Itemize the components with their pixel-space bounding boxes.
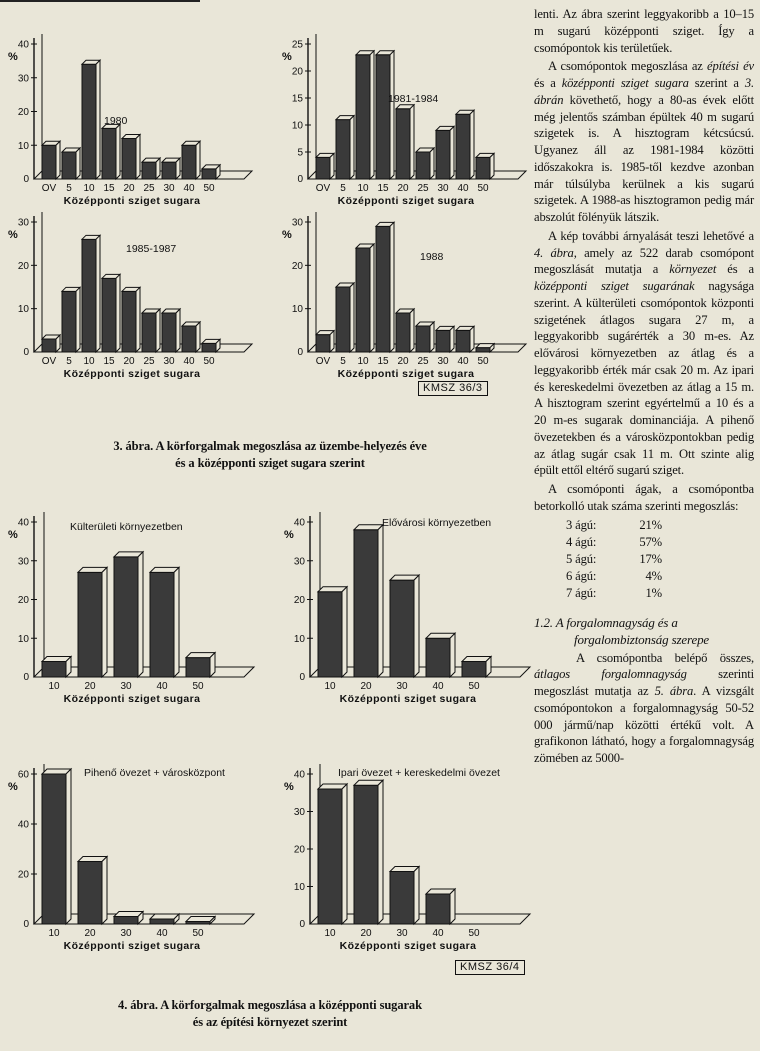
x-tick-label: 20	[360, 681, 372, 692]
y-tick-label: 0	[297, 174, 303, 185]
x-axis-label: Középponti sziget sugara	[337, 368, 475, 380]
p2-em-1: 4. ábra	[534, 245, 574, 260]
table-row	[566, 585, 662, 602]
bar-side	[414, 867, 419, 925]
bar-side	[330, 153, 334, 179]
y-tick-label: 20	[291, 260, 303, 272]
y-tick-label: 10	[291, 304, 303, 316]
bar	[456, 330, 470, 352]
branch-value: 21%	[639, 517, 662, 532]
x-tick-label: 40	[457, 183, 469, 194]
bar-side	[350, 116, 354, 179]
bar	[62, 152, 76, 179]
table-row	[566, 551, 662, 568]
figure4-caption-line2: és az építési környezet szerint	[192, 1015, 348, 1029]
x-tick-label: 30	[396, 681, 408, 692]
bar	[476, 157, 490, 179]
y-tick-label: 20	[293, 844, 305, 856]
bar	[82, 64, 96, 179]
x-tick-label: 5	[66, 356, 72, 367]
x-tick-label: 10	[48, 928, 60, 939]
bar	[82, 239, 96, 352]
p1-text-a: A csomópontok megoszlása az	[548, 59, 708, 74]
x-tick-label: 10	[324, 681, 336, 692]
chart-title: 1981-1984	[388, 93, 439, 105]
p2-em-3: középponti sziget sugarának	[534, 279, 695, 293]
x-tick-label: 50	[203, 183, 215, 194]
p2-em-2: környezet	[669, 262, 717, 277]
p1-em-2: középponti sziget sugara	[561, 76, 689, 90]
y-axis-label: %	[8, 529, 18, 541]
x-tick-label: 15	[103, 356, 115, 367]
y-tick-label: 30	[17, 556, 29, 568]
paragraph-2	[534, 228, 754, 479]
bar	[396, 313, 410, 352]
x-tick-label: 10	[48, 681, 60, 692]
branch-value: 1%	[645, 585, 662, 600]
p2-text-a: A kép további árnyalását teszi lehetővé a	[548, 228, 754, 243]
bar-side	[390, 222, 394, 352]
x-tick-label: 50	[192, 928, 204, 939]
y-tick-label: 40	[17, 39, 29, 51]
y-tick-label: 40	[17, 819, 29, 831]
y-tick-label: 0	[297, 347, 303, 358]
branch-key: 7 ágú:	[566, 585, 597, 600]
x-tick-label: 50	[203, 356, 215, 367]
x-tick-label: 50	[468, 681, 480, 692]
bar	[336, 120, 350, 179]
x-tick-label: 50	[192, 681, 204, 692]
x-tick-label: 15	[377, 183, 389, 194]
bar-side	[410, 105, 414, 179]
bar	[150, 919, 174, 924]
bar	[356, 55, 370, 179]
p1-text-d: követhető, hogy a 80-as évek előtt még jelentős számban épültek 40 m sugarú szigetek is. A hisztogram kétcsúcsú. Ugyanez áll az 1981-1984 közötti időszakokra is. 1985-től kezdve azonban már túlsúlyba kerülnek a kis sugarú szigetek. A 1988-as hisztogramon pedig már abszolút fölényük látszik.	[534, 92, 754, 224]
chart-title: 1988	[420, 251, 444, 263]
y-tick-label: 30	[293, 556, 305, 568]
chart-elovarosi	[276, 508, 526, 713]
x-tick-label: 15	[103, 183, 115, 194]
chart-svg	[274, 30, 524, 215]
bar	[78, 572, 102, 677]
x-tick-label: 50	[477, 356, 489, 367]
x-tick-label: 20	[397, 356, 409, 367]
x-tick-label: 20	[397, 183, 409, 194]
figure4-caption	[40, 997, 500, 1031]
x-axis-label: Középponti sziget sugara	[339, 940, 477, 952]
bar-side	[450, 126, 454, 179]
paragraph-3: A csomóponti ágak, a csomópontba betorkolló utak száma szerinti megoszlás:	[534, 482, 754, 513]
y-tick-label: 15	[291, 93, 303, 105]
bar-side	[378, 525, 383, 677]
section-heading	[534, 614, 754, 648]
chart-ipari	[276, 760, 526, 960]
bar-side	[342, 587, 347, 677]
bar	[356, 248, 370, 352]
bar-side	[102, 857, 107, 925]
x-tick-label: 20	[123, 356, 135, 367]
bar-side	[102, 567, 107, 677]
bar-side	[76, 148, 80, 179]
y-tick-label: 20	[17, 260, 29, 272]
y-axis-label: %	[8, 51, 18, 63]
bar	[42, 774, 66, 924]
p1-text-b: és a	[534, 76, 562, 90]
figure3-caption	[40, 438, 500, 472]
y-tick-label: 40	[293, 769, 305, 781]
body-text-column	[534, 6, 754, 767]
x-tick-label: OV	[315, 183, 331, 194]
x-tick-label: 10	[357, 183, 369, 194]
x-tick-label: 40	[183, 356, 195, 367]
bar-side	[490, 153, 494, 179]
bar	[142, 313, 156, 352]
y-tick-label: 10	[293, 882, 305, 893]
bar-side	[96, 235, 100, 352]
bar-side	[350, 283, 354, 352]
bar-side	[390, 51, 394, 179]
paragraph-4	[534, 650, 754, 767]
bar	[416, 326, 430, 352]
bar	[376, 226, 390, 352]
y-axis-label: %	[8, 229, 18, 241]
chart-svg	[276, 508, 526, 713]
bar	[186, 658, 210, 677]
bar	[390, 872, 414, 925]
x-tick-label: 20	[123, 183, 135, 194]
x-tick-label: 10	[357, 356, 369, 367]
bar-side	[76, 287, 80, 352]
x-axis-label: Középponti sziget sugara	[63, 195, 201, 207]
bar-side	[66, 769, 71, 924]
chart-title: Elővárosi környezetben	[382, 517, 492, 529]
y-tick-label: 0	[23, 174, 29, 185]
y-tick-label: 40	[17, 517, 29, 529]
bar-side	[176, 158, 180, 179]
chart-svg	[274, 208, 524, 388]
y-axis-label: %	[282, 51, 292, 63]
bar	[456, 114, 470, 179]
bar	[436, 330, 450, 352]
bar-side	[370, 51, 374, 179]
figure4-stamp: KMSZ 36/4	[455, 960, 525, 975]
bar	[78, 862, 102, 925]
x-tick-label: 15	[377, 356, 389, 367]
x-tick-label: 25	[143, 356, 155, 367]
bar-side	[196, 322, 200, 352]
bar-side	[56, 141, 60, 179]
x-tick-label: 5	[340, 356, 346, 367]
p1-em-3: 3. ábrán	[534, 76, 754, 107]
chart-svg	[0, 208, 260, 388]
bar-side	[210, 653, 215, 677]
x-tick-label: 20	[84, 928, 96, 939]
branch-key: 3 ágú:	[566, 517, 597, 532]
bar	[42, 662, 66, 678]
p4-em-1: átlagos forgalomnagyság	[534, 667, 687, 682]
figure4-caption-line1: 4. ábra. A körforgalmak megoszlása a középponti sugarak	[118, 998, 422, 1012]
chart-title: Pihenő övezet + városközpont	[84, 767, 225, 779]
y-tick-label: 0	[299, 919, 305, 930]
bar-side	[136, 287, 140, 352]
x-tick-label: 30	[120, 681, 132, 692]
chart-title: Ipari övezet + kereskedelmi övezet	[338, 767, 500, 779]
x-tick-label: 10	[83, 356, 95, 367]
chart-1981-1984	[274, 30, 524, 215]
chart-1985-1987	[0, 208, 260, 388]
bar-side	[342, 784, 347, 924]
bar	[318, 789, 342, 924]
bar	[202, 343, 216, 352]
x-tick-label: 25	[417, 356, 429, 367]
bar	[122, 291, 136, 352]
p1-text-c: szerint a	[688, 76, 745, 90]
bar-side	[370, 244, 374, 352]
bar	[150, 572, 174, 677]
table-row	[566, 534, 662, 551]
y-axis-label: %	[8, 781, 18, 793]
x-tick-label: 40	[183, 183, 195, 194]
x-tick-label: 40	[457, 356, 469, 367]
y-tick-label: 10	[17, 633, 29, 645]
bar	[316, 335, 330, 352]
x-tick-label: 40	[432, 681, 444, 692]
x-tick-label: 5	[66, 183, 72, 194]
x-tick-label: 30	[437, 183, 449, 194]
bar	[436, 130, 450, 179]
bar	[42, 339, 56, 352]
x-tick-label: 50	[477, 183, 489, 194]
section-heading-line1: 1.2. A forgalomnagyság és a	[534, 614, 678, 630]
x-tick-label: OV	[315, 356, 331, 367]
bar-side	[430, 322, 434, 352]
branch-value: 57%	[639, 534, 662, 549]
y-tick-label: 10	[291, 120, 303, 132]
x-tick-label: OV	[41, 183, 57, 194]
bar	[426, 894, 450, 924]
bar-side	[196, 141, 200, 179]
bar	[202, 169, 216, 179]
bar-side	[156, 309, 160, 352]
figure3-caption-line2: és a középponti sziget sugara szerint	[175, 456, 365, 470]
bar	[142, 162, 156, 179]
x-tick-label: 5	[340, 183, 346, 194]
y-tick-label: 60	[17, 769, 29, 781]
bar	[102, 128, 116, 179]
x-tick-label: 20	[84, 681, 96, 692]
y-tick-label: 20	[291, 66, 303, 78]
bar	[390, 580, 414, 677]
x-tick-label: 50	[468, 928, 480, 939]
bar	[62, 291, 76, 352]
x-axis-label: Középponti sziget sugara	[339, 693, 477, 705]
chart-svg	[0, 508, 260, 713]
y-tick-label: 20	[17, 869, 29, 881]
y-tick-label: 0	[299, 672, 305, 683]
y-tick-label: 20	[293, 595, 305, 606]
y-axis-label: %	[284, 529, 294, 541]
bar-side	[450, 326, 454, 352]
section-heading-line2: forgalombiztonság szerepe	[574, 631, 710, 647]
y-axis-label: %	[282, 229, 292, 241]
bar	[162, 162, 176, 179]
bar	[102, 278, 116, 352]
y-tick-label: 20	[17, 107, 29, 118]
x-tick-label: 30	[396, 928, 408, 939]
x-tick-label: 30	[163, 356, 175, 367]
x-tick-label: 40	[156, 681, 168, 692]
chart-svg	[0, 30, 260, 215]
x-axis-label: Középponti sziget sugara	[63, 368, 201, 380]
bar	[396, 109, 410, 179]
x-tick-label: 30	[163, 183, 175, 194]
bar-side	[96, 60, 100, 179]
branch-value: 17%	[639, 551, 662, 566]
x-axis-label: Középponti sziget sugara	[337, 195, 475, 207]
branch-key: 5 ágú:	[566, 551, 597, 566]
bar-side	[138, 552, 143, 677]
bar-side	[136, 135, 140, 180]
paragraph-0: lenti. Az ábra szerint leggyakoribb a 10–15 m sugarú középponti sziget. Így a csomópontok kis területűek.	[534, 7, 754, 55]
chart-title: 1980	[104, 115, 128, 127]
x-axis-label: Középponti sziget sugara	[63, 693, 201, 705]
chart-piheno	[0, 760, 260, 960]
bar	[476, 348, 490, 352]
bar	[336, 287, 350, 352]
y-tick-label: 0	[23, 919, 29, 930]
x-tick-label: 40	[156, 928, 168, 939]
x-tick-label: OV	[41, 356, 57, 367]
x-tick-label: 10	[83, 183, 95, 194]
y-tick-label: 30	[17, 73, 29, 85]
y-tick-label: 30	[291, 217, 303, 229]
table-row	[566, 517, 662, 534]
bar-side	[174, 567, 179, 677]
p2-text-c: és a	[716, 262, 754, 277]
bar-side	[116, 124, 120, 179]
bar	[416, 152, 430, 179]
chart-1988	[274, 208, 524, 388]
p4-em-2: 5. ábra	[654, 684, 694, 698]
chart-svg	[0, 760, 260, 960]
branch-distribution-table	[566, 517, 662, 602]
chart-1980	[0, 30, 260, 215]
y-tick-label: 20	[17, 595, 29, 606]
bar-side	[430, 148, 434, 179]
bar	[354, 785, 378, 924]
bar	[114, 917, 138, 925]
y-tick-label: 40	[293, 517, 305, 529]
p4-text-a: A csomópontba belépő összes,	[576, 650, 754, 665]
x-tick-label: 25	[143, 183, 155, 194]
x-tick-label: 30	[437, 356, 449, 367]
x-tick-label: 25	[417, 183, 429, 194]
x-tick-label: 40	[432, 928, 444, 939]
bar-side	[378, 780, 383, 924]
bar-side	[450, 633, 455, 677]
bar-side	[330, 331, 334, 352]
x-axis-label: Középponti sziget sugara	[63, 940, 201, 952]
y-axis-label: %	[284, 781, 294, 793]
branch-key: 6 ágú:	[566, 568, 597, 583]
bar-side	[470, 326, 474, 352]
p4-text-c: . A vizsgált csomópontokon a forgalomnagyság 50-52 000 jármű/nap közötti értékű volt. A grafikonon látható, hogy a forgalomnagyság zömében az 5000-	[534, 684, 754, 765]
bar	[122, 139, 136, 180]
bar-side	[116, 274, 120, 352]
table-row	[566, 568, 662, 585]
figure3-stamp: KMSZ 36/3	[418, 381, 488, 396]
bar	[318, 592, 342, 677]
bar	[462, 662, 486, 678]
bar-side	[410, 309, 414, 352]
bar-side	[156, 158, 160, 179]
y-tick-label: 10	[17, 304, 29, 316]
x-tick-label: 20	[360, 928, 372, 939]
chart-title: 1985-1987	[126, 243, 177, 255]
x-tick-label: 10	[324, 928, 336, 939]
y-tick-label: 0	[23, 672, 29, 683]
bar	[354, 530, 378, 677]
bar	[42, 145, 56, 179]
chart-title: Külterületi környezetben	[70, 521, 183, 533]
branch-key: 4 ágú:	[566, 534, 597, 549]
p4-text-b: szerinti megoszlást mutatja az	[534, 667, 754, 698]
y-tick-label: 25	[291, 39, 303, 51]
p1-em-1: építési év	[707, 59, 754, 74]
top-rule	[0, 0, 200, 2]
bar	[426, 638, 450, 677]
branch-value: 4%	[645, 568, 662, 583]
y-tick-label: 5	[297, 147, 303, 159]
bar	[376, 55, 390, 179]
y-tick-label: 30	[17, 217, 29, 229]
bar-side	[450, 889, 455, 924]
bar-side	[414, 575, 419, 677]
figure3-caption-line1: 3. ábra. A körforgalmak megoszlása az üzembe-helyezés éve	[113, 439, 427, 453]
p2-text-d: nagysága szerint. A külterületi csomópontok központi szigetének átlagos sugara 27 m, a leggyakoribb sugárérték a 30 m-es. Az elővárosi környezetben az átlag és a leggyakoribb érték már csak 20 m. Az ipari és kereskedelmi övezetben az átlag a 15 m. A hisztogram szerint egyértelmű a 10 és a 20 m-es sugarak dominanciája. A pihenő övezetekben és a városközpontokban pedig az átlag sugár csak 11 m. Ott szinte alig épült ettől eltérő sugarú sziget.	[534, 279, 754, 478]
bar	[162, 313, 176, 352]
y-tick-label: 30	[293, 807, 305, 818]
y-tick-label: 10	[17, 140, 29, 152]
bar-side	[176, 309, 180, 352]
bar-side	[470, 110, 474, 179]
x-tick-label: 30	[120, 928, 132, 939]
bar	[316, 157, 330, 179]
bar	[182, 145, 196, 179]
y-tick-label: 0	[23, 347, 29, 358]
bar	[114, 557, 138, 677]
y-tick-label: 10	[293, 633, 305, 645]
paragraph-1	[534, 58, 754, 226]
p2-text-b: , amely az 522 darab csomópont megoszlását mutatja a	[534, 245, 754, 277]
chart-svg	[276, 760, 526, 960]
chart-kulteruleti	[0, 508, 260, 713]
bar	[182, 326, 196, 352]
